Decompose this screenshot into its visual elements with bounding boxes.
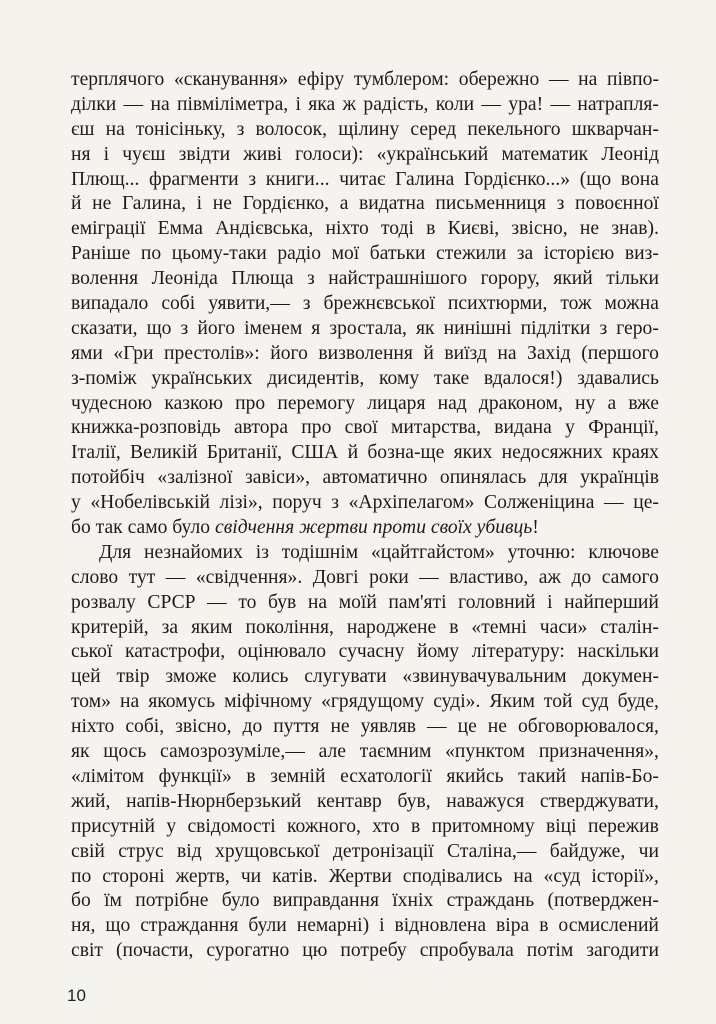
text-line: потойбіч «залізної завіси», автоматично опинялась для українців — [71, 467, 659, 489]
text-line: сказати, що з його іменем я зростала, як нинішні підлітки з геро- — [71, 317, 659, 339]
text-line: критерій, за яким покоління, народжене в «темні часи» сталін- — [71, 616, 659, 638]
paragraph — [71, 541, 659, 964]
body-text — [71, 68, 659, 964]
text-plain: бо так само було — [71, 517, 211, 539]
text-line: по стороні жертв, чи катів. Жертви сподівались на «суд історії», — [71, 865, 659, 887]
text-plain-end: ! — [532, 517, 539, 539]
page-number: 10 — [67, 986, 86, 1005]
text-line: ділки — на півміліметра, і яка ж радість, коли — ура! — натрапля- — [71, 93, 659, 115]
text-italic: свідчення жертви проти своїх убивць — [215, 517, 533, 539]
text-line: волення Леоніда Плюща з найстрашнішого горору, який тільки — [71, 268, 659, 290]
text-line: ня і чуєш звідти живі голоси): «український математик Леонід — [71, 143, 659, 165]
text-line: випадало собі уявити,— з брежнєвської психтюрми, тож можна — [71, 293, 659, 315]
text-line: свій струс від хрущовської детронізації Сталіна,— байдуже, чи — [71, 840, 659, 862]
text-line: жий, напів-Нюрнберзький кентавр був, наважуся стверджувати, — [71, 790, 659, 812]
text-line: ніхто собі, звісно, до пуття не уявляв — це не обговорювалося, — [71, 716, 659, 738]
text-line: єш на тонісіньку, з волосок, щілину серед пекельного шкварчан- — [71, 118, 659, 140]
paragraph — [71, 68, 659, 541]
text-line: терплячого «сканування» ефіру тумблером: обережно — на півпо- — [71, 69, 659, 90]
text-line: з-поміж українських дисидентів, кому таке вдалося!) здавались — [71, 367, 659, 389]
text-line: як щось самозрозуміле,— але таємним «пунктом призначення», — [71, 741, 659, 763]
text-line: том» на якомусь міфічному «грядущому суді». Яким той суд буде, — [71, 691, 659, 713]
text-line: слово тут — «свідчення». Довгі роки — властиво, аж до самого — [71, 566, 659, 588]
text-line: ської катастрофи, оцінювало сучасну йому літературу: наскільки — [71, 641, 659, 663]
text-line: книжка-розповідь автора про свої митарства, видана у Франції, — [71, 417, 659, 439]
text-line: Раніше по цьому-таки радіо мої батьки стежили за історією виз- — [71, 243, 659, 265]
text-line: чудесною казкою про перемогу лицаря над драконом, ну а вже — [71, 392, 659, 414]
text-line: світ (почасти, сурогатно цю потребу спробувала потім загодити — [71, 940, 659, 962]
text-line: бо їм потрібне було виправдання їхніх страждань (потверджен- — [71, 890, 659, 912]
text-line: Для незнайомих із тодішнім «цайтгайстом» уточню: ключове — [99, 541, 659, 563]
text-line: розвалу СРСР — то був на моїй пам'яті головний і найперший — [71, 591, 659, 613]
text-line: присутній у свідомості кожного, хто в притомному віці пережив — [71, 815, 659, 837]
text-line: «лімітом функції» в земній есхатології якийсь такий напів-Бо- — [71, 765, 659, 787]
text-line: ня, що страждання були немарні) і відновлена віра в осмислений — [71, 915, 659, 937]
text-line: й не Галина, і не Гордієнко, а видатна письменниця з повоєнної — [71, 193, 659, 215]
text-line-last — [71, 516, 659, 541]
text-line: у «Нобелівській лізі», поруч з «Архіпелагом» Солженіцина — це- — [71, 492, 659, 514]
text-line: ями «Гри престолів»: його визволення й виїзд на Захід (першого — [71, 342, 659, 364]
text-line: еміграції Емма Андієвська, ніхто тоді в Києві, звісно, не знав). — [71, 218, 659, 240]
text-line: Плющ... фрагменти з книги... читає Галина Гордієнко...» (що вона — [71, 168, 659, 190]
text-line: цей твір зможе колись слугувати «звинувачувальним докумен- — [71, 666, 659, 688]
text-line: Італії, Великій Британії, США й бозна-ще яких недосяжних краях — [71, 442, 659, 464]
